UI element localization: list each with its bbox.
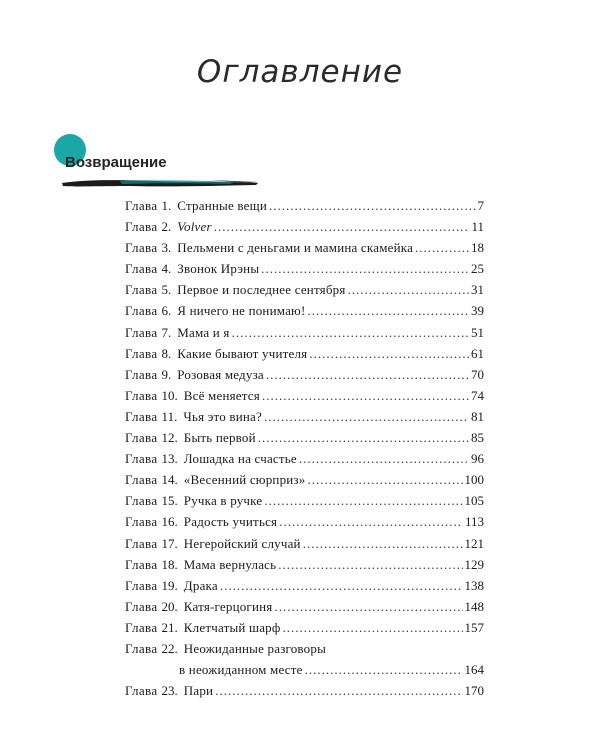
toc-entry[interactable] bbox=[125, 578, 484, 599]
chapter-label: Глава bbox=[125, 451, 158, 467]
page-number: 81 bbox=[471, 408, 484, 424]
page-number: 85 bbox=[471, 430, 484, 446]
page-number: 129 bbox=[464, 556, 484, 572]
page-number: 74 bbox=[471, 387, 484, 403]
chapter-number: 10. bbox=[161, 387, 178, 403]
brush-stroke-decoration bbox=[60, 178, 260, 188]
page-number: 148 bbox=[464, 598, 484, 614]
chapter-number: 21. bbox=[161, 619, 178, 635]
chapter-title: Я ничего не понимаю! bbox=[177, 303, 306, 319]
toc-entry[interactable] bbox=[125, 219, 484, 240]
table-of-contents bbox=[125, 198, 484, 704]
chapter-label: Глава bbox=[125, 683, 158, 699]
toc-entry[interactable] bbox=[125, 325, 484, 346]
section-header bbox=[54, 134, 284, 194]
page-number: 61 bbox=[471, 345, 484, 361]
chapter-number: 19. bbox=[161, 577, 178, 593]
chapter-number: 5. bbox=[161, 282, 172, 298]
dot-leader bbox=[264, 493, 462, 509]
chapter-label: Глава bbox=[125, 640, 158, 656]
toc-entry[interactable] bbox=[125, 430, 484, 451]
page-number: 70 bbox=[471, 366, 484, 382]
chapter-label: Глава bbox=[125, 198, 158, 213]
chapter-title: Негеройский случай bbox=[183, 535, 301, 551]
page-number: 31 bbox=[471, 282, 484, 298]
toc-entry[interactable] bbox=[125, 557, 484, 578]
chapter-number: 22. bbox=[161, 640, 178, 656]
chapter-number: 1. bbox=[161, 198, 172, 213]
chapter-label: Глава bbox=[125, 324, 158, 340]
chapter-label: Глава bbox=[125, 535, 158, 551]
dot-leader bbox=[262, 388, 469, 404]
chapter-title: Неожиданные разговоры bbox=[183, 640, 327, 656]
dot-leader bbox=[266, 367, 469, 383]
chapter-title: Первое и последнее сентября bbox=[177, 282, 346, 298]
page-number: 51 bbox=[471, 324, 484, 340]
chapter-title: Мама вернулась bbox=[183, 556, 277, 572]
page-number: 121 bbox=[464, 535, 484, 551]
dot-leader bbox=[279, 514, 463, 530]
toc-entry[interactable] bbox=[125, 346, 484, 367]
chapter-number: 2. bbox=[161, 219, 172, 235]
chapter-number: 18. bbox=[161, 556, 178, 572]
chapter-number: 20. bbox=[161, 598, 178, 614]
dot-leader bbox=[269, 198, 476, 214]
chapter-label: Глава bbox=[125, 366, 158, 382]
dot-leader bbox=[307, 472, 462, 488]
chapter-number: 14. bbox=[161, 472, 178, 488]
chapter-number: 8. bbox=[161, 345, 172, 361]
chapter-number: 11. bbox=[161, 408, 178, 424]
chapter-title: Чья это вина? bbox=[183, 408, 262, 424]
page-number: 11 bbox=[471, 219, 484, 235]
chapter-label: Глава bbox=[125, 514, 158, 530]
page-number: 18 bbox=[471, 240, 484, 256]
dot-leader bbox=[215, 683, 462, 699]
dot-leader bbox=[309, 346, 469, 362]
chapter-title: Розовая медуза bbox=[177, 366, 264, 382]
chapter-title: Странные вещи bbox=[177, 198, 267, 213]
chapter-label: Глава bbox=[125, 261, 158, 277]
page-title: Оглавление bbox=[196, 54, 404, 90]
chapter-title: Драка bbox=[183, 577, 218, 593]
chapter-number: 16. bbox=[161, 514, 178, 530]
chapter-title: Всё меняется bbox=[183, 387, 260, 403]
dot-leader bbox=[214, 219, 470, 235]
chapter-label: Глава bbox=[125, 598, 158, 614]
section-title: Возвращение bbox=[65, 154, 167, 171]
page-number: 113 bbox=[464, 514, 484, 530]
dot-leader bbox=[299, 451, 469, 467]
toc-entry[interactable] bbox=[125, 240, 484, 261]
dot-leader bbox=[220, 578, 463, 594]
chapter-title: Лошадка на счастье bbox=[183, 451, 297, 467]
dot-leader bbox=[264, 409, 469, 425]
toc-entry[interactable] bbox=[125, 282, 484, 303]
chapter-title: Звонок Ирэны bbox=[177, 261, 260, 277]
chapter-title: Пельмени с деньгами и мамина скамейка bbox=[177, 240, 414, 256]
chapter-title: Пари bbox=[183, 683, 214, 699]
chapter-title: Быть первой bbox=[183, 430, 256, 446]
page-number: 138 bbox=[464, 577, 484, 593]
toc-entry[interactable] bbox=[125, 472, 484, 493]
chapter-title: Какие бывают учителя bbox=[177, 345, 308, 361]
page-number: 170 bbox=[464, 683, 484, 699]
dot-leader bbox=[274, 599, 462, 615]
toc-entry[interactable] bbox=[125, 303, 484, 324]
chapter-label: Глава bbox=[125, 493, 158, 509]
chapter-title: Клетчатый шарф bbox=[183, 619, 281, 635]
chapter-label: Глава bbox=[125, 219, 158, 235]
chapter-label: Глава bbox=[125, 430, 158, 446]
page-number: 96 bbox=[471, 451, 484, 467]
toc-entry[interactable] bbox=[125, 388, 484, 409]
chapter-label: Глава bbox=[125, 345, 158, 361]
chapter-number: 17. bbox=[161, 535, 178, 551]
page-number: 7 bbox=[477, 198, 484, 213]
toc-entry[interactable] bbox=[125, 198, 484, 219]
dot-leader bbox=[305, 662, 463, 678]
chapter-label: Глава bbox=[125, 240, 158, 256]
chapter-number: 4. bbox=[161, 261, 172, 277]
chapter-label: Глава bbox=[125, 556, 158, 572]
chapter-title: Катя-герцогиня bbox=[183, 598, 273, 614]
page-number: 25 bbox=[471, 261, 484, 277]
dot-leader bbox=[415, 240, 469, 256]
chapter-label: Глава bbox=[125, 282, 158, 298]
chapter-label: Глава bbox=[125, 472, 158, 488]
chapter-number: 6. bbox=[161, 303, 172, 319]
chapter-number: 9. bbox=[161, 366, 172, 382]
dot-leader bbox=[348, 282, 469, 298]
page-number: 157 bbox=[464, 619, 484, 635]
page-number: 164 bbox=[464, 662, 484, 678]
dot-leader bbox=[308, 303, 470, 319]
toc-entry[interactable] bbox=[125, 409, 484, 430]
toc-entry[interactable] bbox=[125, 536, 484, 557]
page-number: 105 bbox=[464, 493, 484, 509]
chapter-title-continued: в неожиданном месте bbox=[179, 662, 303, 678]
chapter-label: Глава bbox=[125, 619, 158, 635]
chapter-title: Радость учиться bbox=[183, 514, 278, 530]
chapter-label: Глава bbox=[125, 387, 158, 403]
dot-leader bbox=[261, 261, 469, 277]
chapter-label: Глава bbox=[125, 408, 158, 424]
chapter-title: Ручка в ручке bbox=[183, 493, 263, 509]
dot-leader bbox=[303, 536, 463, 552]
chapter-label: Глава bbox=[125, 303, 158, 319]
toc-entry[interactable] bbox=[125, 620, 484, 641]
toc-entry[interactable] bbox=[125, 514, 484, 535]
chapter-title: Мама и я bbox=[177, 324, 230, 340]
toc-entry[interactable] bbox=[125, 493, 484, 514]
toc-entry[interactable] bbox=[125, 599, 484, 620]
chapter-number: 12. bbox=[161, 430, 178, 446]
chapter-number: 13. bbox=[161, 451, 178, 467]
chapter-number: 7. bbox=[161, 324, 172, 340]
chapter-number: 23. bbox=[161, 683, 178, 699]
chapter-number: 3. bbox=[161, 240, 172, 256]
toc-entry[interactable] bbox=[125, 261, 484, 282]
chapter-number: 15. bbox=[161, 493, 178, 509]
dot-leader bbox=[283, 620, 463, 636]
toc-entry[interactable] bbox=[125, 367, 484, 388]
page-number: 100 bbox=[464, 472, 484, 488]
page-number: 39 bbox=[471, 303, 484, 319]
toc-entry[interactable] bbox=[125, 641, 484, 683]
dot-leader bbox=[278, 557, 462, 573]
chapter-title: «Весенний сюрприз» bbox=[183, 472, 306, 488]
chapter-title: Volver bbox=[177, 219, 212, 235]
dot-leader bbox=[232, 325, 469, 341]
toc-entry[interactable] bbox=[125, 451, 484, 472]
toc-entry[interactable] bbox=[125, 683, 484, 704]
chapter-label: Глава bbox=[125, 577, 158, 593]
dot-leader bbox=[258, 430, 469, 446]
